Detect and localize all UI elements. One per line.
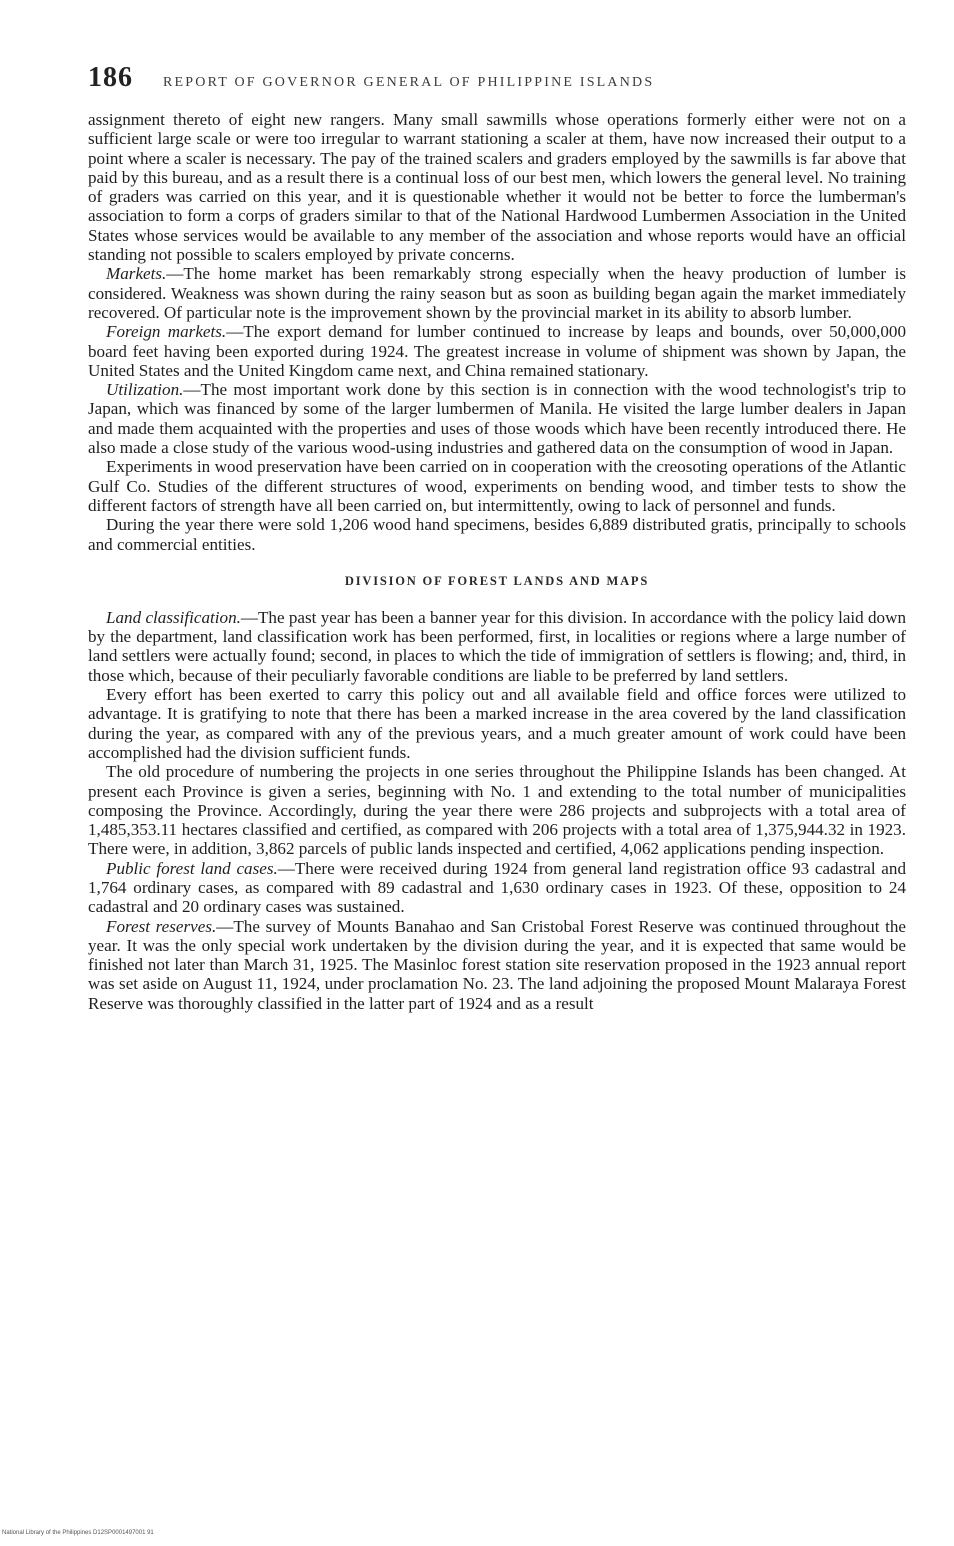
paragraph-markets xyxy=(88,264,906,322)
section-title: DIVISION OF FOREST LANDS AND MAPS xyxy=(344,573,650,588)
paragraph-lead: Forest reserves. xyxy=(106,916,217,936)
document-page xyxy=(88,62,906,1013)
paragraph-text: —There were received during 1924 from general land registration office 93 cadastral and 1,764 ordinary cases, as compared with 89 cadastral and 1,630 ordinary cases in 1923. Of these, opposition to 24 cadastral and 20 ordinary cases was sustained. xyxy=(88,858,906,917)
paragraph-utilization xyxy=(88,380,906,457)
paragraph-lead: Foreign markets. xyxy=(106,322,227,342)
paragraph-land-classification xyxy=(88,608,906,685)
paragraph-text: Every effort has been exerted to carry this policy out and all available field and office forces were utilized to advantage. It is gratifying to note that there has been a marked increase in the area covered by the land classification during the year, as compared with any of the previous years, and a much greater amount of work could have been accomplished had the division sufficient funds. xyxy=(88,685,906,762)
paragraph-text: The old procedure of numbering the projects in one series throughout the Philippine Islands has been changed. At present each Province is given a series, beginning with No. 1 and extending to the total number of municipalities composing the Province. Accordingly, during the year there were 286 projects and subprojects with a total area of 1,485,353.11 hectares classified and certified, as compared with 206 projects with a total area of 1,375,944.32 in 1923. There were, in addition, 3,862 parcels of public lands inspected and certified, 4,062 applications pending inspection. xyxy=(88,762,906,859)
paragraph-lead: Utilization. xyxy=(106,380,184,400)
paragraph-text: —The home market has been remarkably strong especially when the heavy production of lumber is considered. Weakness was shown during the rainy season but as soon as building began again the market immediately recovered. Of particular note is the improvement shown by the provincial market in its ability to absorb lumber. xyxy=(88,264,906,322)
paragraph-rangers xyxy=(88,110,906,264)
paragraph-lead: Land classification. xyxy=(106,607,241,627)
paragraph-text: —The export demand for lumber continued to increase by leaps and bounds, over 50,000,000 board feet having been exported during 1924. The greatest increase in volume of shipment was shown by Japan, the United States and the United Kingdom came next, and China remained stationary. xyxy=(88,322,906,380)
paragraph-text: assignment thereto of eight new rangers. Many small sawmills whose operations formerly either were not on a sufficient large scale or were too irregular to warrant stationing a scaler at them, have now increased their output to a point where a scaler is necessary. The pay of the trained scalers and graders employed by the sawmills is far above that paid by this bureau, and as a result there is a continual loss of our best men, which lowers the general level. No training of graders was carried on this year, and it is questionable whether it would not be better to force the lumberman's association to form a corps of graders similar to that of the National Hardwood Lumbermen Association in the United States whose services would be available to any member of the association and whose reports would have an official standing not possible to scalers employed by private concerns. xyxy=(88,110,906,265)
paragraph-lead: Public forest land cases. xyxy=(106,858,278,878)
paragraph-text: —The most important work done by this section is in connection with the wood technologist's trip to Japan, which was financed by some of the larger lumbermen of Manila. He visited the large lumber dealers in Japan and made them acquainted with the properties and uses of those woods which have been recently introduced there. He also made a close study of the various wood-using industries and gathered data on the consumption of wood in Japan. xyxy=(88,380,906,458)
paragraph-text: —The past year has been a banner year for this division. In accordance with the policy laid down by the department, land classification work has been performed, first, in localities or regions where a large number of land settlers were actually found; second, in places to which the tide of immigration of settlers is flowing; and, third, in those which, because of their peculiarly favorable conditions are liable to be preferred by land settlers. xyxy=(88,607,906,685)
paragraph-specimens xyxy=(88,515,906,554)
paragraph-text: Experiments in wood preservation have been carried on in cooperation with the creosoting operations of the Atlantic Gulf Co. Studies of the different structures of wood, experiments on bending wood, and timber tests to show the different factors of strength have all been carried on, but intermittently, owing to lack of personnel and funds. xyxy=(88,457,906,515)
page-header xyxy=(88,62,906,94)
paragraph-every-effort xyxy=(88,685,906,762)
paragraph-forest-reserves xyxy=(88,917,906,1013)
paragraph-text: —The survey of Mounts Banahao and San Cristobal Forest Reserve was continued throughout the year. It was the only special work undertaken by the division during the year, and it is expected that same would be finished not later than March 31, 1925. The Masinloc forest station site reservation proposed in the 1923 annual report was set aside on August 11, 1924, under proclamation No. 23. The land adjoining the proposed Mount Malaraya Forest Reserve was thoroughly classified in the latter part of 1924 and as a result xyxy=(88,916,906,1013)
paragraph-foreign-markets xyxy=(88,322,906,380)
scan-footer-note: National Library of the Philippines D12SP0001497001 91 xyxy=(2,1530,154,1536)
paragraph-experiments xyxy=(88,457,906,515)
paragraph-text: During the year there were sold 1,206 wood hand specimens, besides 6,889 distributed gratis, principally to schools and commercial entities. xyxy=(88,515,906,554)
page-number: 186 xyxy=(88,62,133,93)
running-head: REPORT OF GOVERNOR GENERAL OF PHILIPPINE ISLANDS xyxy=(163,75,655,90)
paragraph-lead: Markets. xyxy=(106,264,167,284)
paragraph-public-forest-land-cases xyxy=(88,859,906,917)
paragraph-numbering-procedure xyxy=(88,762,906,858)
